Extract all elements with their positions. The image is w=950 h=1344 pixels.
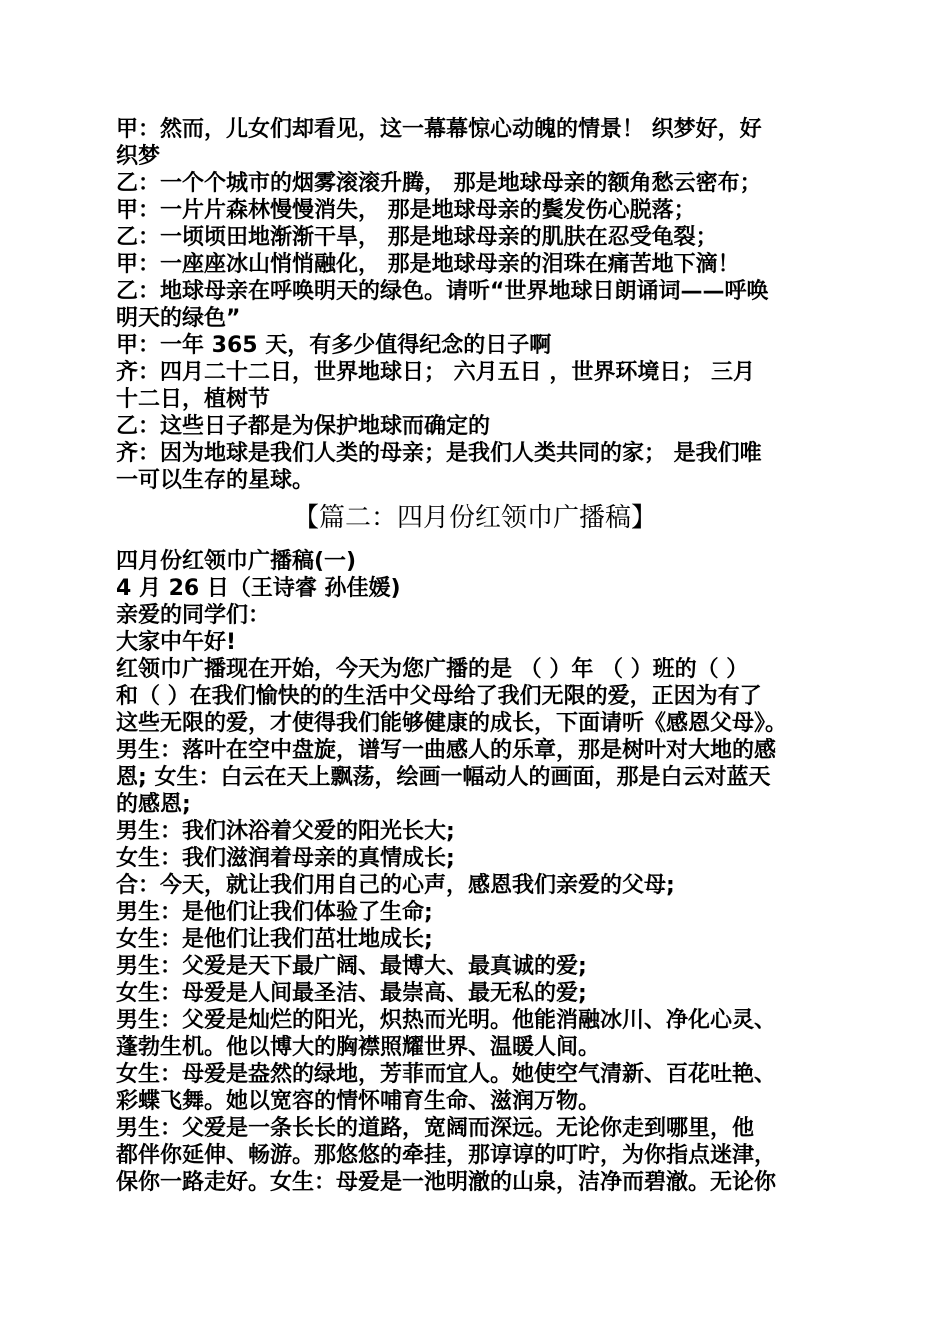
paragraph: 4 月 26 日（王诗睿 孙佳媛) xyxy=(116,576,401,601)
paragraph: 男生：父爱是灿烂的阳光，炽热而光明。他能消融冰川、净化心灵、 xyxy=(116,1008,777,1033)
paragraph: 甲：然而，儿女们却看见，这一幕幕惊心动魄的情景！ 织梦好，好 xyxy=(116,117,762,142)
paragraph: 都伴你延伸、畅游。那悠悠的牵挂，那谆谆的叮咛，为你指点迷津， xyxy=(116,1143,777,1168)
paragraph: 四月份红领巾广播稿(一) xyxy=(116,549,357,574)
paragraph: 和（ ）在我们愉快的的生活中父母给了我们无限的爱，正因为有了 xyxy=(116,684,762,709)
paragraph: 女生：我们滋润着母亲的真情成长; xyxy=(116,846,455,871)
paragraph: 一可以生存的星球。 xyxy=(116,468,315,493)
paragraph: 织梦 xyxy=(116,144,161,169)
paragraph: 齐：因为地球是我们人类的母亲；是我们人类共同的家； 是我们唯 xyxy=(116,441,762,466)
paragraph: 红领巾广播现在开始，今天为您广播的是 （ ）年 （ ）班的（ ） xyxy=(116,657,749,682)
paragraph: 十二日，植树节 xyxy=(116,387,271,412)
paragraph: 保你一路走好。女生：母爱是一池明澈的山泉，洁净而碧澈。无论你 xyxy=(116,1170,777,1195)
paragraph: 恩; 女生：白云在天上飘荡，绘画一幅动人的画面，那是白云对蓝天 xyxy=(116,765,771,790)
paragraph: 蓬勃生机。他以博大的胸襟照耀世界、温暖人间。 xyxy=(116,1035,601,1060)
paragraph: 乙：这些日子都是为保护地球而确定的 xyxy=(116,414,491,439)
paragraph: 明天的绿色” xyxy=(116,306,241,331)
paragraph: 男生：是他们让我们体验了生命; xyxy=(116,900,433,925)
paragraph: 大家中午好! xyxy=(116,630,237,655)
section-two xyxy=(116,548,844,1196)
section-heading: 【篇二：四月份红领巾广播稿】 xyxy=(292,503,657,533)
paragraph: 甲：一年 365 天，有多少值得纪念的日子啊 xyxy=(116,333,552,358)
paragraph: 甲：一座座冰山悄悄融化， 那是地球母亲的泪珠在痛苦地下滴！ xyxy=(116,252,740,277)
paragraph: 女生：母爱是人间最圣洁、最崇高、最无私的爱; xyxy=(116,981,587,1006)
paragraph: 男生：我们沐浴着父爱的阳光长大; xyxy=(116,819,455,844)
paragraph: 齐：四月二十二日，世界地球日； 六月五日 ，世界环境日； 三月 xyxy=(116,360,755,385)
paragraph: 这些无限的爱，才使得我们能够健康的成长，下面请听《感恩父母》。 xyxy=(116,711,788,736)
paragraph: 的感恩; xyxy=(116,792,191,817)
paragraph: 甲：一片片森林慢慢消失， 那是地球母亲的鬓发伤心脱落； xyxy=(116,198,696,223)
paragraph: 乙：地球母亲在呼唤明天的绿色。请听“世界地球日朗诵词——呼唤 xyxy=(116,279,769,304)
paragraph: 彩蝶飞舞。她以宽容的情怀哺育生命、滋润万物。 xyxy=(116,1089,601,1114)
paragraph: 男生：父爱是一条长长的道路，宽阔而深远。无论你走到哪里，他 xyxy=(116,1116,755,1141)
paragraph: 男生：父爱是天下最广阔、最博大、最真诚的爱; xyxy=(116,954,587,979)
paragraph: 女生：母爱是盎然的绿地，芳菲而宜人。她使空气清新、百花吐艳、 xyxy=(116,1062,777,1087)
paragraph: 乙：一顷顷田地渐渐干旱， 那是地球母亲的肌肤在忍受龟裂； xyxy=(116,225,718,250)
section-one xyxy=(116,116,844,494)
paragraph: 亲爱的同学们： xyxy=(116,603,271,628)
paragraph: 合：今天，就让我们用自己的心声，感恩我们亲爱的父母; xyxy=(116,873,675,898)
paragraph: 乙：一个个城市的烟雾滚滚升腾， 那是地球母亲的额角愁云密布； xyxy=(116,171,762,196)
paragraph: 男生：落叶在空中盘旋，谱写一曲感人的乐章，那是树叶对大地的感 xyxy=(116,738,777,763)
paragraph: 女生：是他们让我们茁壮地成长; xyxy=(116,927,433,952)
